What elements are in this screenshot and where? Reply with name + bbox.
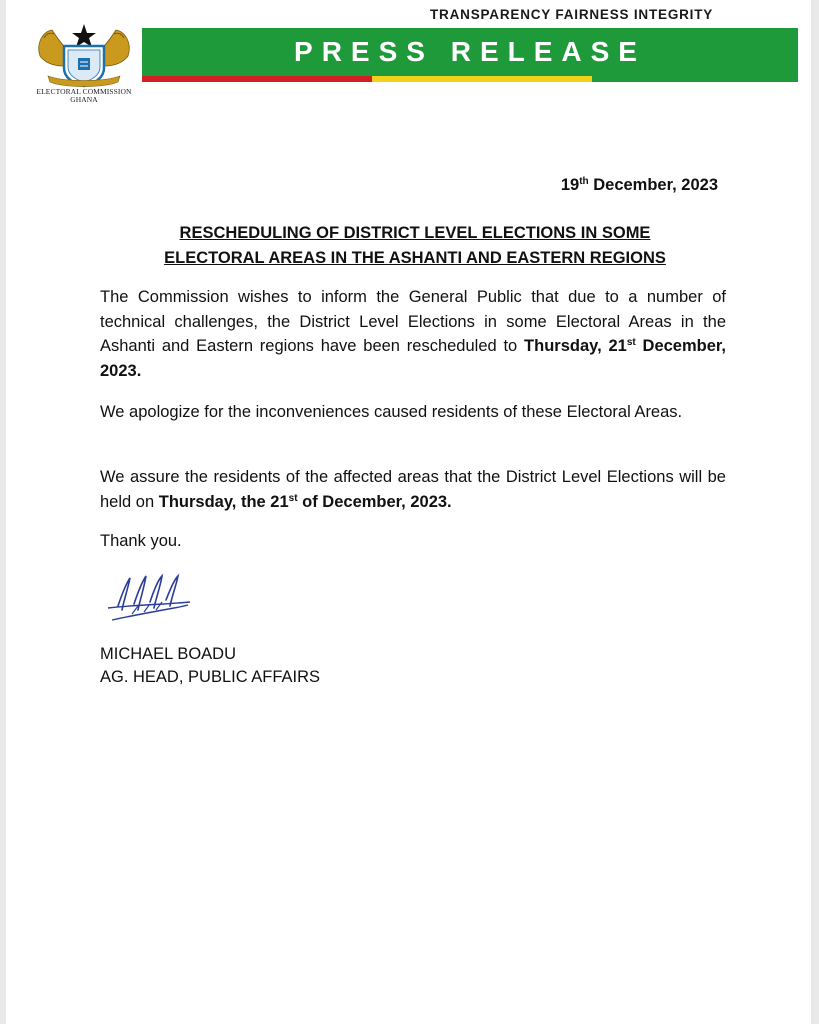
coat-of-arms-icon	[34, 16, 134, 88]
release-heading	[100, 221, 730, 271]
paragraph-3-bold-suffix: st	[288, 492, 298, 504]
heading-line1: RESCHEDULING OF DISTRICT LEVEL ELECTIONS IN SOME	[179, 224, 651, 242]
paragraph-1-date-num: 21	[608, 337, 627, 355]
signer-block	[100, 643, 320, 689]
banner-title: PRESS RELEASE	[294, 36, 646, 67]
handwritten-signature-icon	[104, 570, 196, 626]
paragraph-3-text: We assure the residents of the affected areas that the District Level Elections will be held on	[100, 468, 726, 511]
logo-caption-line1: ELECTORAL COMMISSION	[36, 87, 132, 96]
date-suffix: th	[579, 176, 589, 187]
date-day: 19	[560, 176, 580, 194]
yellow-stripe	[372, 76, 592, 82]
paragraph-1-text: The Commission wishes to inform the General Public that due to a number of technical challenges, the District Level Elections in some Electoral Areas in the Ashanti and Eastern regions have been rescheduled to	[100, 288, 726, 355]
paragraph-1	[100, 285, 726, 383]
paragraph-1-date-suffix: st	[626, 337, 636, 348]
tagline: TRANSPARENCY FAIRNESS INTEGRITY	[430, 7, 714, 22]
closing-text: Thank you.	[100, 532, 182, 550]
heading-line2: ELECTORAL AREAS IN THE ASHANTI AND EASTERN REGIONS	[164, 249, 666, 267]
press-release-page	[6, 0, 811, 1024]
date-rest: December, 2023	[593, 176, 718, 194]
flag-stripes	[142, 76, 798, 82]
logo-caption-line2: GHANA	[70, 95, 98, 104]
paragraph-1-date-rest: December, 2023.	[100, 337, 726, 380]
release-date	[561, 176, 718, 195]
paragraph-3	[100, 465, 726, 514]
paragraph-2-text: We apologize for the inconveniences caused residents of these Electoral Areas.	[100, 403, 683, 421]
signer-name: MICHAEL BOADU	[100, 645, 236, 663]
paragraph-1-bold-day: Thursday,	[524, 337, 602, 355]
signature	[104, 570, 196, 631]
electoral-commission-logo	[28, 16, 140, 108]
paragraph-2	[100, 400, 726, 425]
signer-title: AG. HEAD, PUBLIC AFFAIRS	[100, 668, 321, 686]
green-stripe	[592, 76, 798, 82]
paragraph-3-bold-rest: of December, 2023.	[302, 492, 452, 511]
paragraph-3-bold-prefix: Thursday, the 21	[158, 492, 289, 511]
logo-caption	[28, 88, 140, 104]
red-stripe	[142, 76, 372, 82]
press-release-banner	[142, 28, 798, 76]
paragraph-3-bold-date	[159, 493, 452, 511]
